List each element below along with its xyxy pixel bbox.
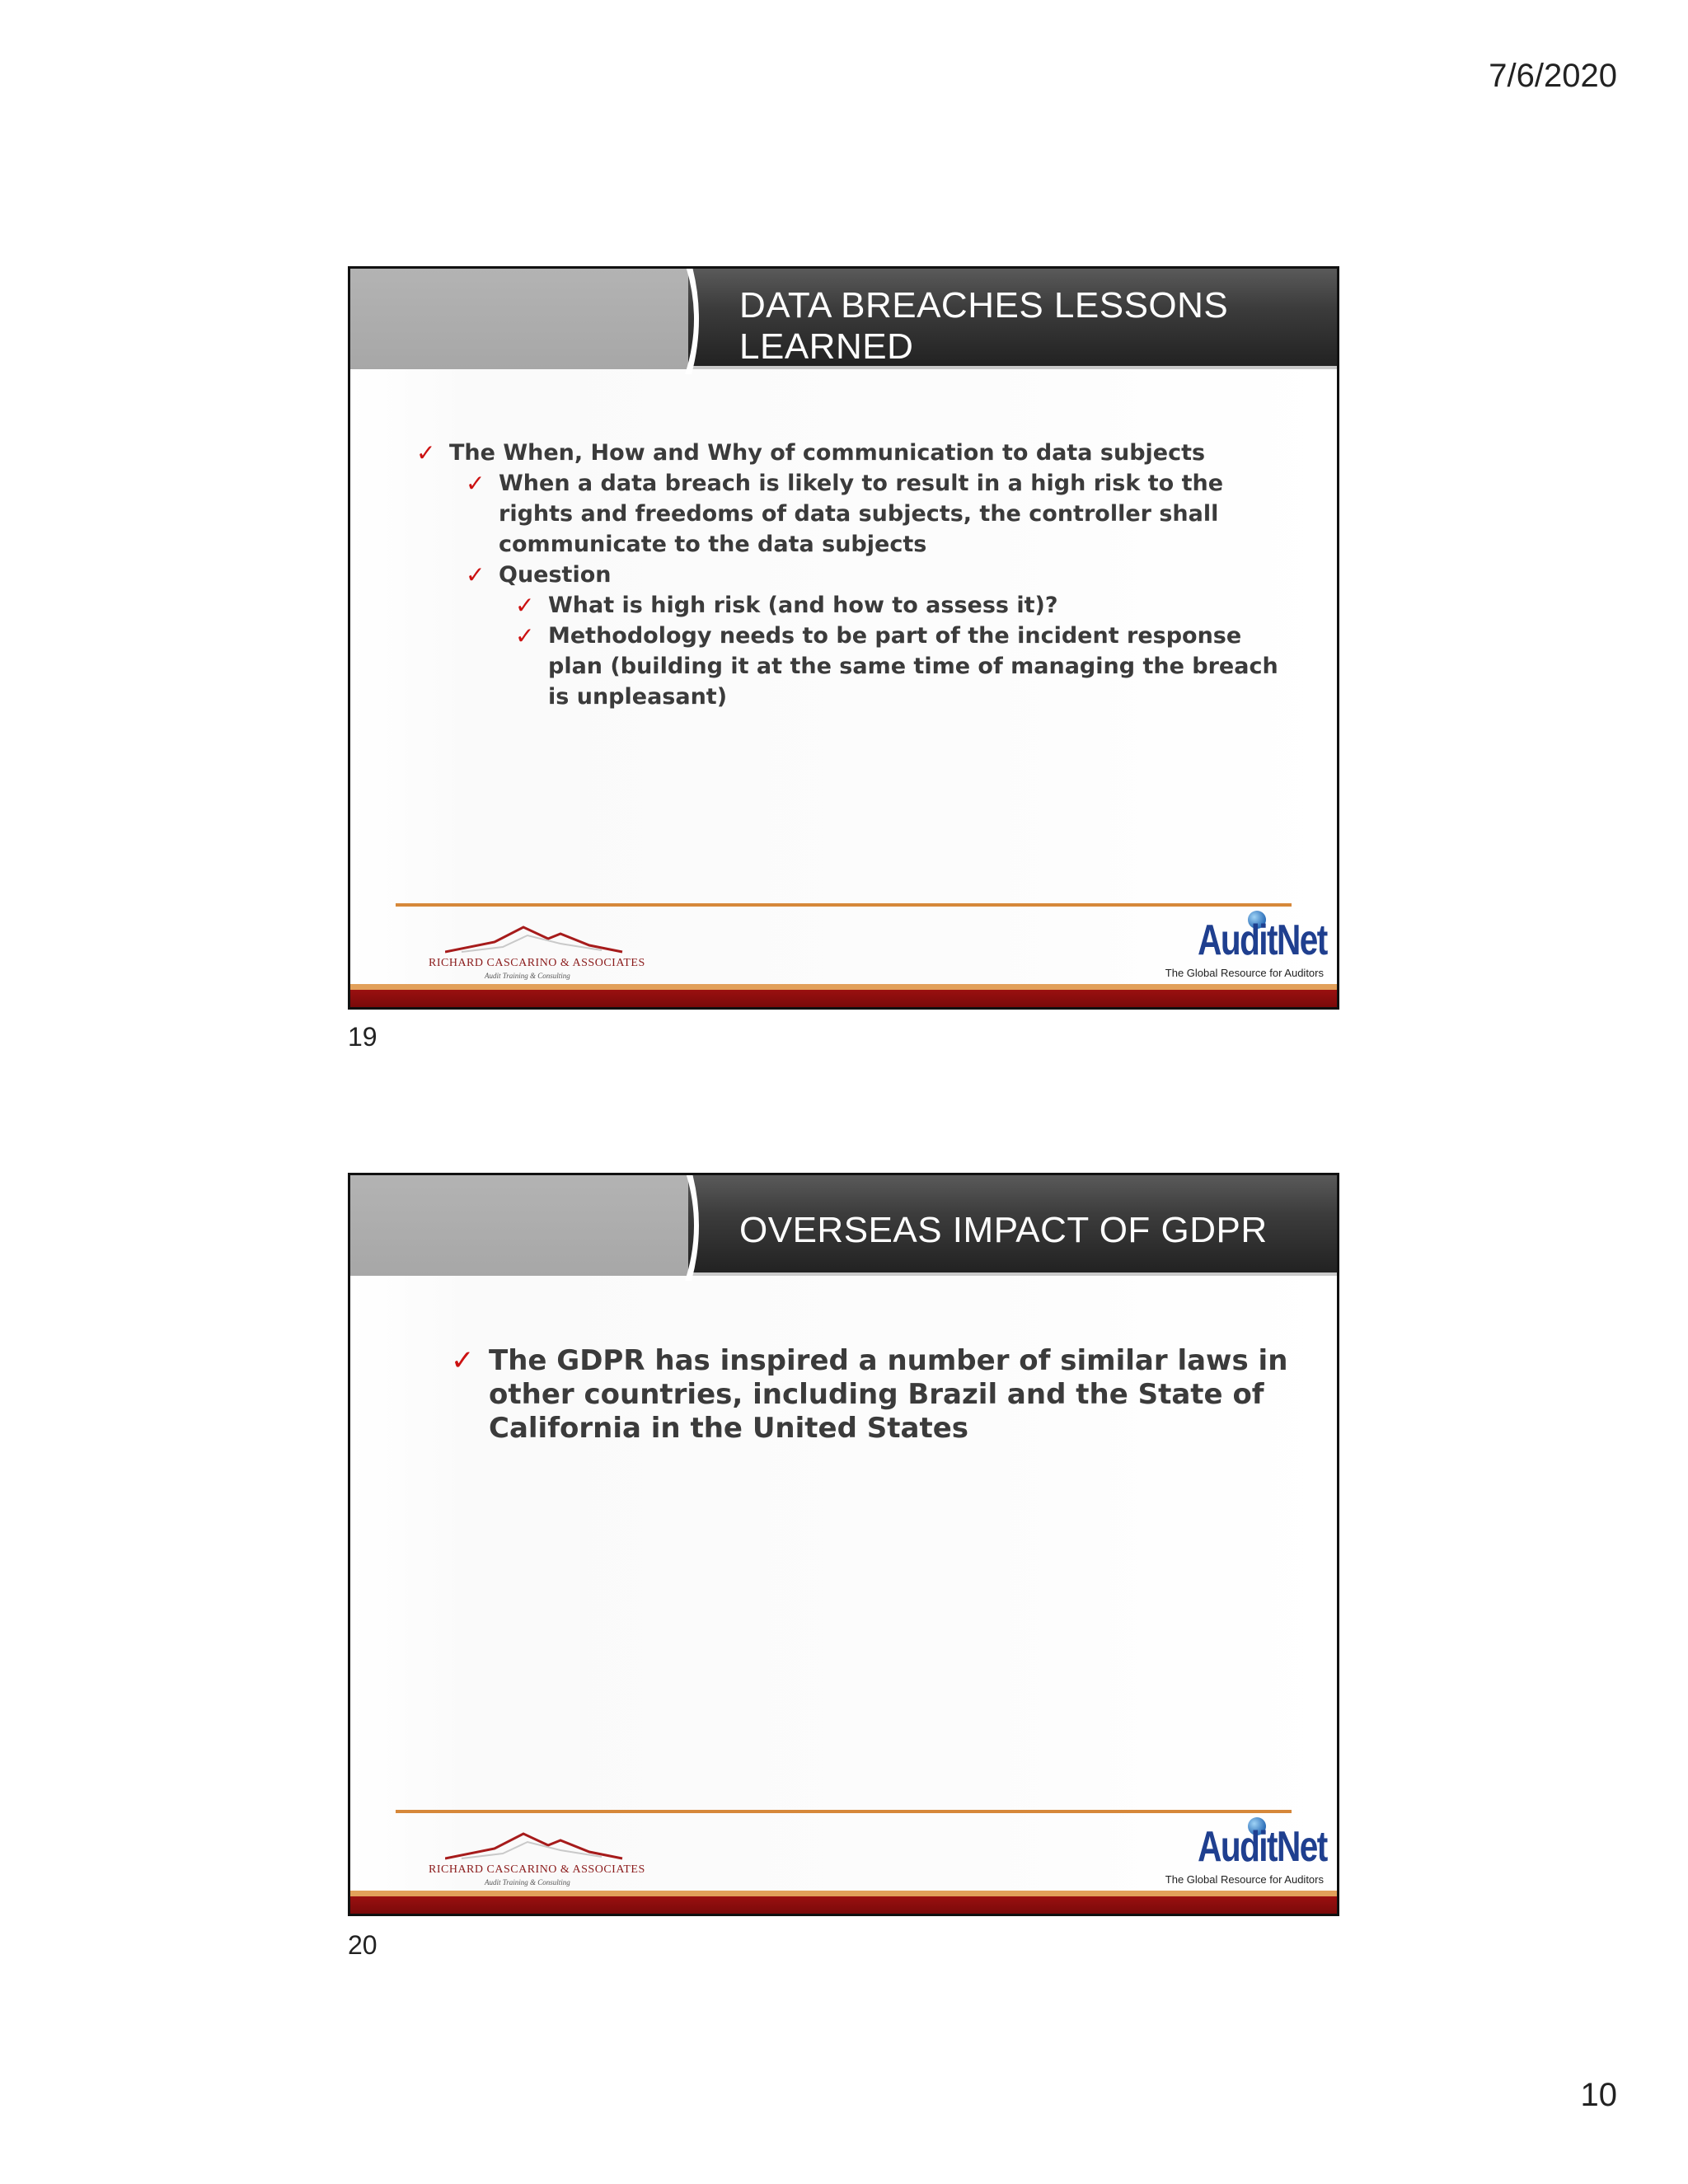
slide-content [451, 1344, 1296, 1446]
cascarino-logo-text: RICHARD CASCARINO & ASSOCIATES [429, 1863, 645, 1876]
cascarino-logo [429, 1830, 643, 1896]
auditnet-logo-text: AuditNet [1198, 1823, 1327, 1871]
page-number: 10 [1580, 2077, 1617, 2113]
checkmark-icon: ✓ [466, 561, 485, 588]
cascarino-logo-subtext: Audit Training & Consulting [485, 1878, 570, 1886]
bullet-text: When a data breach is likely to result in a high risk to the rights and freedoms of data subjects, the controller shall communicate to the data subjects [499, 471, 1224, 557]
slide-20 [348, 1173, 1339, 1916]
slide-title: OVERSEAS IMPACT OF GDPR [739, 1210, 1268, 1250]
footer-divider [396, 1810, 1292, 1813]
slide-content [416, 438, 1296, 712]
checkmark-icon: ✓ [466, 470, 485, 497]
header-curve-divider [682, 266, 705, 374]
bullet-text: Methodology needs to be part of the incident response plan (building it at the same time of managing the breach is unpleasant) [548, 623, 1278, 710]
footer-divider [396, 903, 1292, 907]
mountain-logo-icon [445, 1830, 626, 1863]
checkmark-icon: ✓ [515, 622, 535, 649]
slide-number: 19 [348, 1022, 377, 1052]
auditnet-tagline: The Global Resource for Auditors [1165, 1873, 1324, 1886]
slide-header [350, 1175, 1337, 1276]
cascarino-logo-text: RICHARD CASCARINO & ASSOCIATES [429, 957, 645, 969]
bullet-item [515, 590, 1296, 621]
footer-bar [350, 1891, 1337, 1914]
slide-19 [348, 266, 1339, 1010]
cascarino-logo [429, 924, 643, 990]
page-date: 7/6/2020 [1489, 58, 1617, 94]
bullet-item [466, 560, 1296, 590]
footer-bar [350, 984, 1337, 1007]
bullet-item [515, 621, 1296, 712]
header-gray-block [350, 1175, 705, 1276]
bullet-text: The GDPR has inspired a number of similar laws in other countries, including Brazil and the State of California in the United States [489, 1344, 1288, 1445]
auditnet-logo-text: AuditNet [1198, 916, 1327, 964]
mountain-logo-icon [445, 924, 626, 957]
header-gray-block [350, 269, 705, 369]
checkmark-icon: ✓ [416, 439, 436, 466]
checkmark-icon: ✓ [451, 1344, 475, 1377]
bullet-text: What is high risk (and how to assess it)? [548, 593, 1058, 618]
bullet-text: The When, How and Why of communication to data subjects [449, 440, 1206, 466]
slide-header [350, 269, 1337, 369]
header-curve-divider [682, 1173, 705, 1281]
auditnet-logo [1165, 1814, 1327, 1892]
auditnet-logo [1165, 907, 1327, 986]
bullet-item [451, 1344, 1296, 1446]
auditnet-tagline: The Global Resource for Auditors [1165, 967, 1324, 979]
bullet-item [416, 438, 1296, 468]
bullet-text: Question [499, 562, 612, 588]
checkmark-icon: ✓ [515, 592, 535, 619]
slide-number: 20 [348, 1930, 377, 1960]
bullet-item [466, 468, 1296, 560]
slide-title: DATA BREACHES LESSONS LEARNED [739, 285, 1229, 367]
cascarino-logo-subtext: Audit Training & Consulting [485, 972, 570, 980]
